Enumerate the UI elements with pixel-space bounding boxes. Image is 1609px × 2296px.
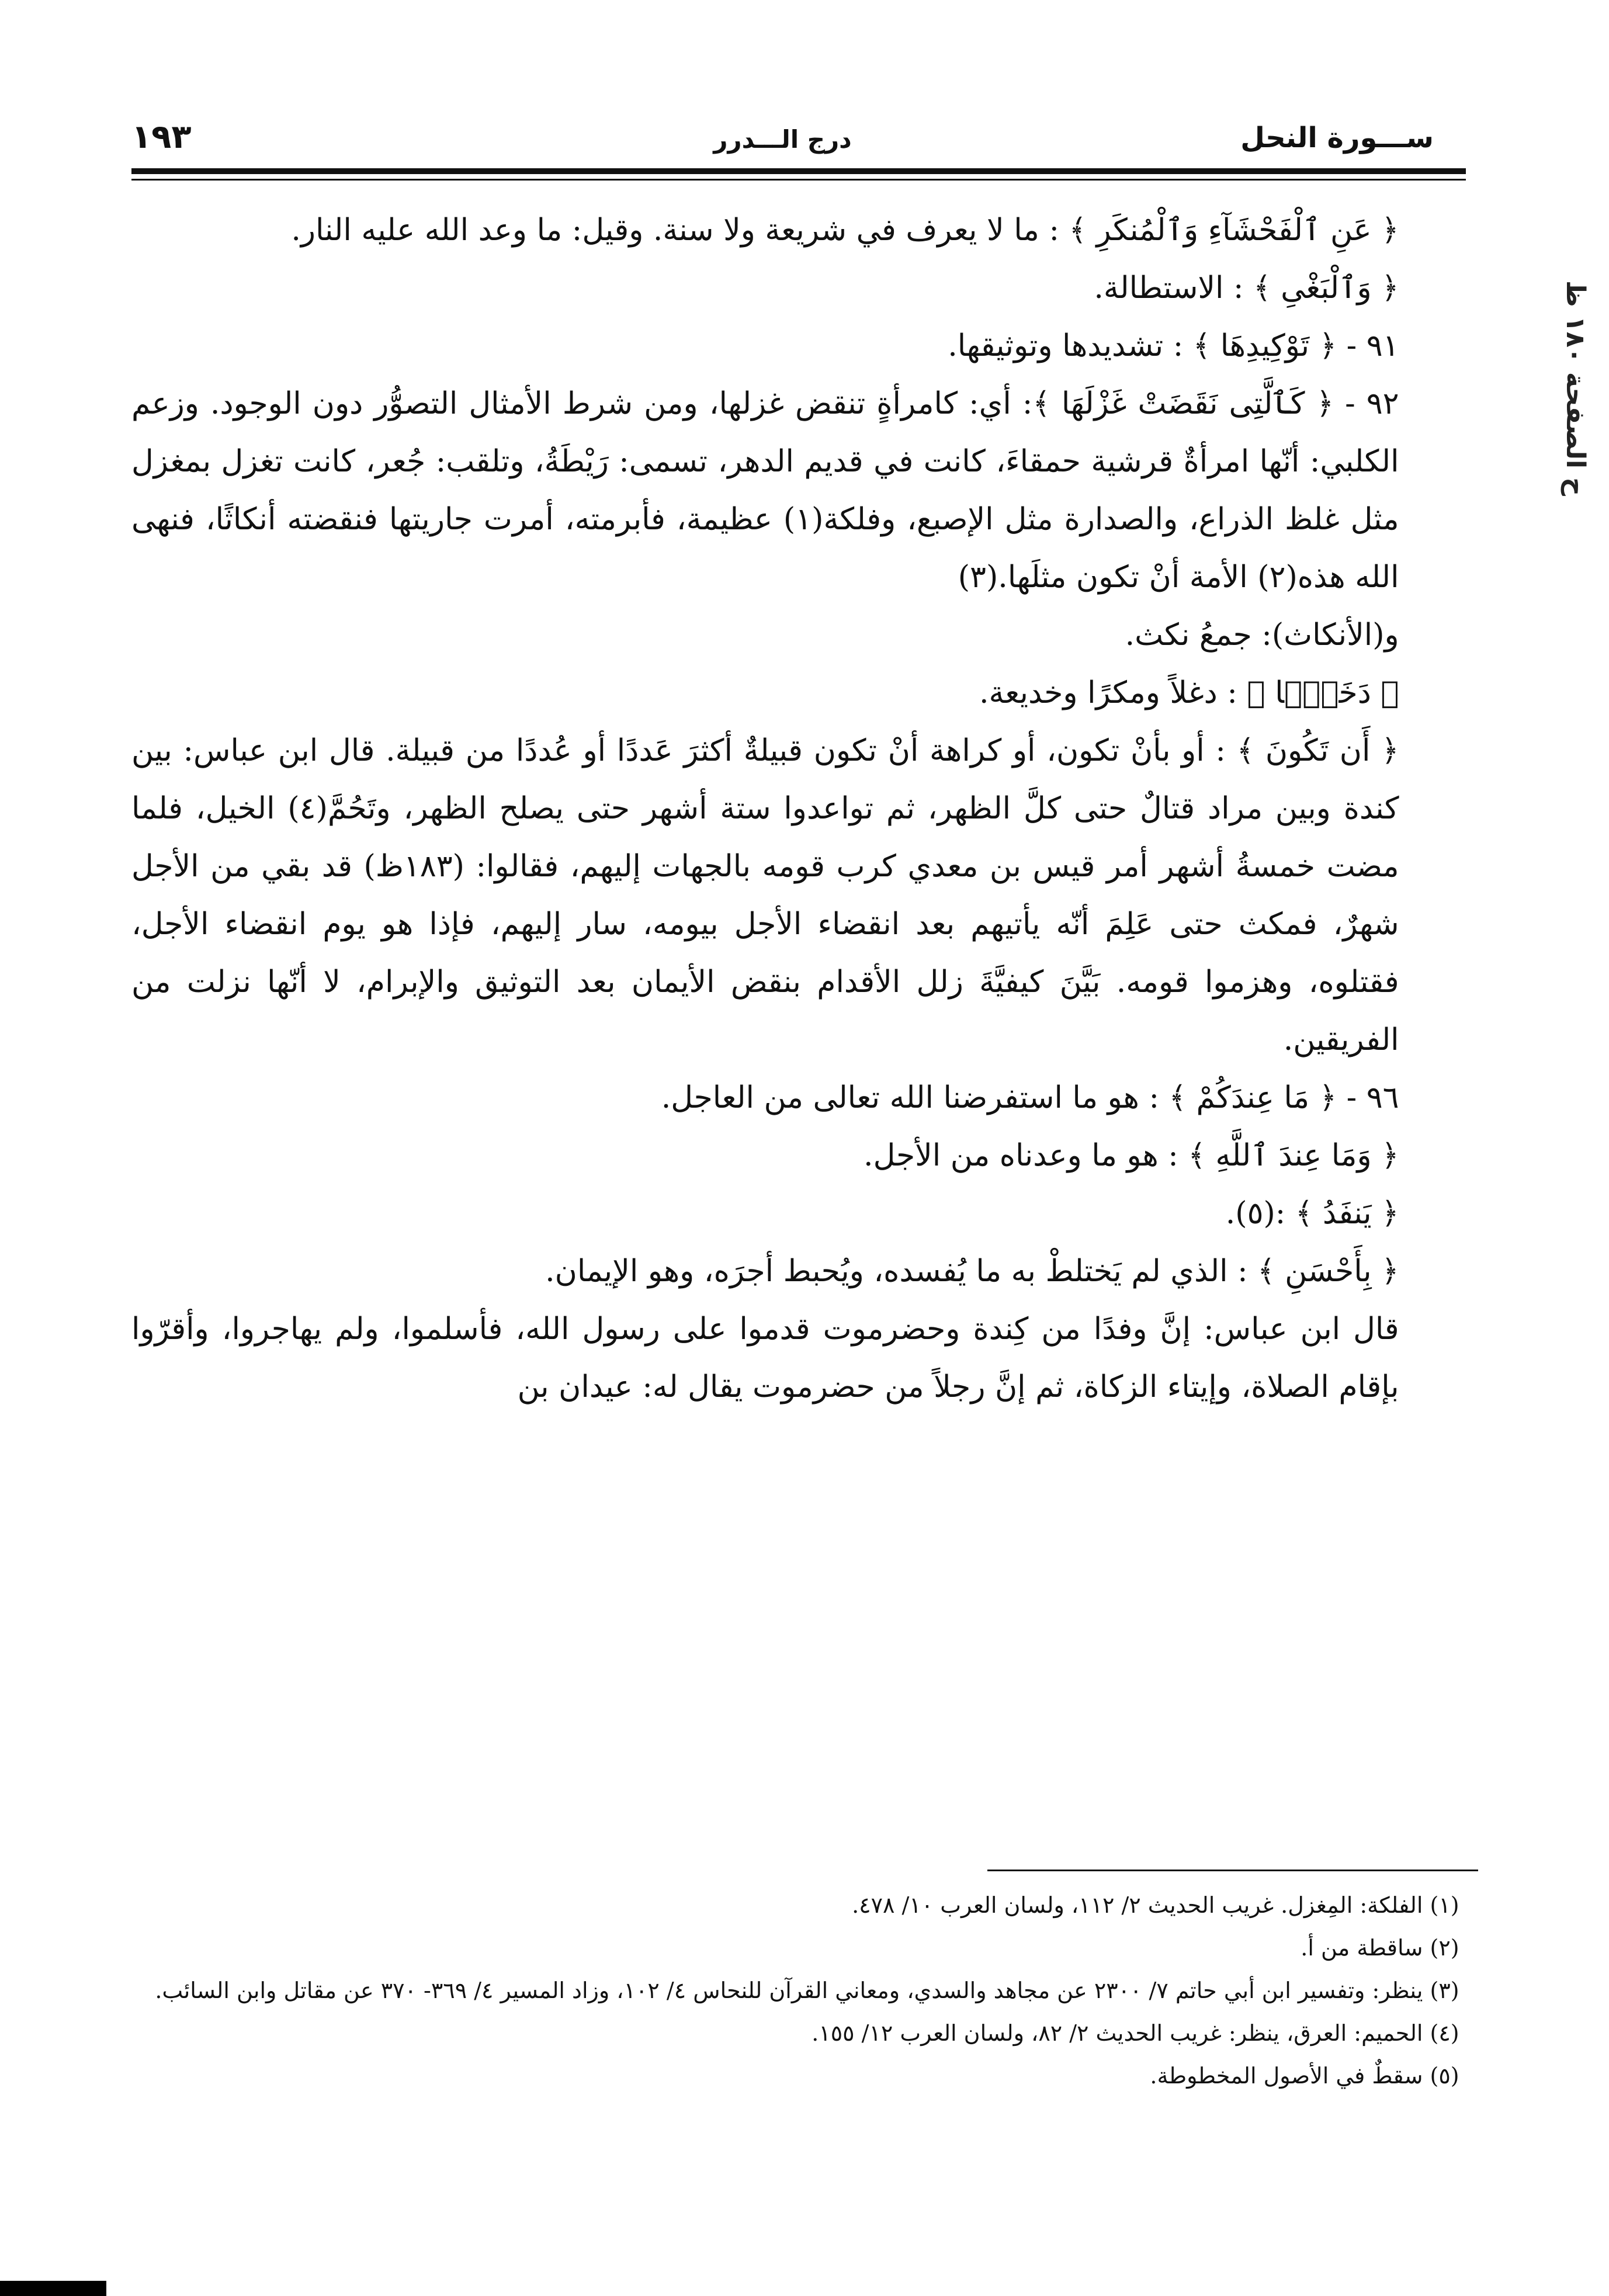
paragraph-verse-96: ٩٦ - ﴿ مَا عِندَكُمْ ﴾ : هو ما استفرضنا الله تعالى من العاجل. [661, 1080, 1399, 1115]
footnote-1: (١) الفلكة: المِغزل. غريب الحديث ٢/ ١١٢، ولسان العرب ١٠/ ٤٧٨. [852, 1892, 1459, 1918]
footnote-4: (٤) الحميم: العرق، ينظر: غريب الحديث ٢/ ٨٢، ولسان العرب ١٢/ ١٥٥. [812, 2020, 1459, 2046]
body-text [131, 202, 1466, 1416]
book-title: درج الـــدرر [713, 125, 852, 154]
running-header [131, 110, 1434, 165]
page-number: ١٩٣ [131, 118, 192, 156]
paragraph-ankath: و(الأنكاث): جمعُ نكث. [1125, 618, 1399, 653]
paragraph-ibn-abbas: قال ابن عباس: إنَّ وفدًا من كِندة وحضرموت قدموا على رسول الله، فأسلموا، ولم يهاجروا، وأقرّوا بإقام الصلاة، وإيتاء الزكاة، ثم إنَّ رجلاً من حضرموت يقال له: عيدان بن [131, 1312, 1399, 1404]
paragraph-dakhalan: ﴿ دَخَلًۢا ﴾ : دغلاً ومكرًا وخديعة. [979, 675, 1399, 710]
paragraph-baghy: ﴿ وَٱلْبَغْىِ ﴾ : الاستطالة. [1094, 270, 1399, 306]
scan-corner-mark [0, 2281, 106, 2296]
footnote-5: (٥) سقطٌ في الأصول المخطوطة. [1150, 2063, 1459, 2089]
header-rule-thin [131, 179, 1466, 181]
footnotes [131, 1884, 1466, 2097]
footnote-3: (٣) ينظر: وتفسير ابن أبي حاتم ٧/ ٢٣٠٠ عن مجاهد والسدي، ومعاني القرآن للنحاس ٤/ ١٠٢، وزاد المسير ٤/ ٣٦٩- ٣٧٠ عن مقاتل وابن السائب. [155, 1978, 1459, 2003]
paragraph-verse-91: ٩١ - ﴿ تَوْكِيدِهَا ﴾ : تشديدها وتوثيقها. [948, 328, 1399, 363]
paragraph-yanfad: ﴿ يَنفَدُ ﴾ :(٥). [1225, 1196, 1399, 1231]
margin-note: ح الصفحة ١٨٠ ظ [1561, 280, 1590, 496]
paragraph-fahsha: ﴿ عَنِ ٱلْفَحْشَآءِ وَٱلْمُنكَرِ ﴾ : ما لا يعرف في شريعة ولا سنة. وقيل: ما وعد الله عليه النار. [291, 213, 1399, 248]
header-rule-thick [131, 168, 1466, 174]
paragraph-biahsan: ﴿ بِأَحْسَنِ ﴾ : الذي لم يَختلطْ به ما يُفسده، ويُحبط أجرَه، وهو الإيمان. [545, 1254, 1399, 1289]
footnote-separator [987, 1870, 1478, 1871]
paragraph-verse-92: ٩٢ - ﴿ كَٱلَّتِى نَقَضَتْ غَزْلَهَا ﴾: أي: كامرأةٍ تنقض غزلها، ومن شرط الأمثال التصوُّر دون الوجود. وزعم الكلبي: أنّها امرأةٌ قرشية حمقاءَ، كانت في قديم الدهر، تسمى: رَيْطَةُ، وتلقب: جُعر، كانت تغزل بمغزل مثل غلظ الذراع، والصدارة مثل الإصبع، وفلكة(١) عظيمة، فأبرمته، أمرت جاريتها فنقضته أنكاثًا، فنهى الله هذه(٢) الأمة أنْ تكون مثلَها.(٣) [131, 386, 1399, 595]
paragraph-an-takuna: ﴿ أَن تَكُونَ ﴾ : أو بأنْ تكون، أو كراهة أنْ تكون قبيلةٌ أكثرَ عَددًا أو عُددًا من قبيلة. قال ابن عباس: بين كندة وبين مراد قتالٌ حتى كلَّ الظهر، ثم تواعدوا ستة أشهر حتى يصلح الظهر، وتَحُمَّ(٤) الخيل، فلما مضت خمسةُ أشهر أمر قيس بن معدي كرب قومه بالجهات إليهم، فقالوا: (١٨٣ظ) قد بقي من الأجل شهرٌ، فمكث حتى عَلِمَ أنّه يأتيهم بعد انقضاء الأجل بيومه، سار إليهم، فإذا هو يوم انقضاء الأجل، فقتلوه، وهزموا قومه. بَيَّنَ كيفيَّةَ زلل الأقدام بنقض الأيمان بعد التوثيق والإبرام، لا أنّها نزلت من الفريقين. [131, 733, 1399, 1057]
paragraph-ma-indallah: ﴿ وَمَا عِندَ ٱللَّهِ ﴾ : هو ما وعدناه من الأجل. [864, 1138, 1399, 1173]
footnote-2: (٢) ساقطة من أ. [1301, 1935, 1459, 1961]
surah-title: ســـورة النحل [1240, 122, 1434, 154]
